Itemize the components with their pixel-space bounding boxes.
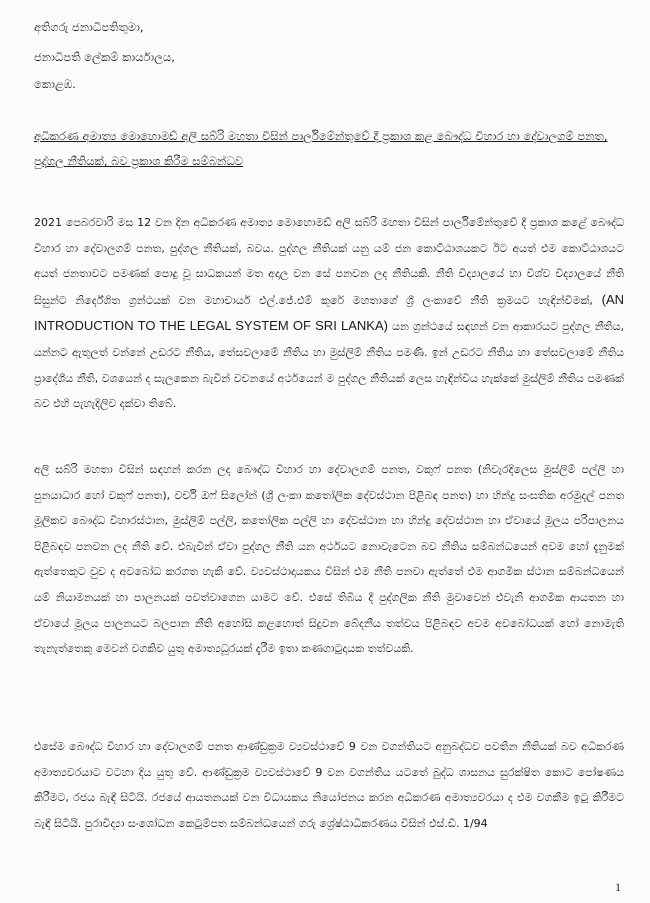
paragraph-1-book-title: (AN INTRODUCTION TO THE LEGAL SYSTEM OF SRI LANKA) (34, 291, 624, 334)
paragraph-2: අලි සබ්රි මහතා විසින් සඳහන් කරන ලද බෞද්ධ විහාර හා දේවාලගම් පනත, වකුෆ් පනත (නිවැරදිලෙස මුස්ලිම් පල්ලි හා පුනයාධාර හෝ වකුෆ් පනත), වර්චි ඔෆ් සිලෝන් (ශ්‍රී ලංකා කතෝලික දේවස්ථාන පිළිබඳ පනත) හා හින්දු සංඝතික අරමුදල් පනත මූලිකව බෞද්ධ විහාරස්ථාන, මුස්ලිම් පල්ලි, කතෝලික පල්ලි හා දේවස්ථාන හා හින්දු දේවස්ථාන හා ඒවායේ මූලය පරිපාලනය පිළිබඳව පනවන ලද නීති වේ. එබැවින් ඒවා පුද්ගල නීති යන අර්ථයට නොවැටෙන බව නීතිය සම්බන්ධයෙන් අවම හෝ දැනුමක් ඇත්තෙකුට වුව ද අවබෝධ කරගත හැකි වේ. ව්‍යවස්ථාදායකය විසින් එම නීති පනවා ඇත්තේ එම ආගමික ස්ථාන සම්බන්ධයෙන් යම් නියාමනයක් හා පාලනයක් පවත්වාගෙන යාමට වේ. එසේ තිබිය දී පුද්ගලික නීති මුවාවෙන් එවැනි ආගමික ආයතන හා ඒවායේ මූලය පාලනයට බලපාන නීති අහෝසි කළහොත් සිදුවන බේදනීය තත්වය පිළිබඳව අවම අවබෝධයක් හෝ නොමැති තැනැත්තෙකු මෙවන් වගකිව යුතු අමාත්‍යධූරයක් දැරීම ඉතා කණගාටුදායක තත්වයකි. (34, 463, 624, 656)
address-line-city: කොළඹ. (34, 77, 76, 91)
address-line-office: ජනාධිපති ලේකම් කාර්යාලය, (34, 50, 175, 64)
subject-heading: අධිකරණ අමාත්‍ය මොහොමඩ් අලි සබ්රි මහතා විසින් පාර්ලිමේන්තුවේ දී ප්‍රකාශ කළ බෞද්ධ විහාර හා දේවාලගම් පනත, පුද්ගල නීතියක්, බව ප්‍රකාශ කිරීම සම්බන්ධව (34, 129, 608, 168)
paragraph-3: එසේම බෞද්ධ විහාර හා දේවාලගම් පනත ආණ්ඩුක්‍රම ව්‍යවස්ථාවේ 9 වන වගන්තියට අනුබද්ධව පවතින නීතියක් බව අධිකරණ අමාත්‍යවරයාට වටහා දිය යුතු වේ. ආණ්ඩුක්‍රම ව්‍යවස්ථාවේ 9 වන වගන්තිය යටතේ බුද්ධ ශාසනය සුරක්ෂිත කොට පෝෂණය කිරීමට, රජය බැඳී සිටියි. රජයේ ආයතනයක් වන විධායකය නියෝජනය කරන අධිකරණ අමාත්‍යවරයා ද එම වගකීම ඉටු කිරීමට බැඳී සිටියි. පුරාවිද්‍යා සංශෝධන කෙටුම්පත සම්බන්ධයෙන් ගරු ශ්‍රේෂ්ඨාධිකරණය විසින් එස්.ඩී. 1/94 (34, 740, 624, 830)
paragraph-1 (34, 210, 624, 417)
paragraph-1-text-b: යන ග්‍රන්ථයේ සඳහන් වන ආකාරයට පුද්ගල නීතිය, යන්නට ඇතුලත් වන්නේ උඩරට නීතිය, තේසවලාමේ නීතිය හා මුස්ලිම් නීතිය පමණි. ඉන් උඩරට නීතිය හා තේසවලාමේ නීතිය ප්‍රාදේශීය නීති, වශයෙන් ද සැලකෙන බැවින් වචනයේ අර්ථයෙන් ම පුද්ගල නීතියක් ලෙස හැඳින්විය හැක්කේ මුස්ලිම් නීතිය පමණක් බව එහි පැහැදිලිව දක්වා තිබේ. (34, 320, 625, 411)
paragraph-1-text-a: 2021 පෙබරවාරි මස 12 වන දින අධිකරණ අමාත්‍ය මොහොමඩ් අලි සබ්රි මහතා විසින් පාර්ලිමේන්තුවේ දී ප්‍රකාශ කළේ බෞද්ධ විහාර හා දේවාලගම් පනත, පුද්ගල නීතියක්, බවය. පුද්ගල නීතියක් යනු යම් ජන කොට්ඨාශයකට ඊට අයත් එම කොට්ඨාශයට අයත් ජනතාවට පමණක් පොදු වූ සාධකයන් මත අදාල වන සේ පනවන ලද නීතියකි. නීති විද්‍යාලයේ හා විශ්ව විද්‍යාලයේ නීති සිසුන්ට නිර්දේශිත ග්‍රන්ථයක් වන මහාචාර්ය එල්.ජේ.එම් කුරේ මහතාගේ ශ්‍රී ලංකාවේ නීති ක්‍රමයට හැඳින්වීමක්, (34, 216, 624, 307)
page-number: 1 (615, 880, 621, 894)
address-line-recipient: අතිගරු ජනාධිපතිතුමා, (34, 20, 144, 34)
